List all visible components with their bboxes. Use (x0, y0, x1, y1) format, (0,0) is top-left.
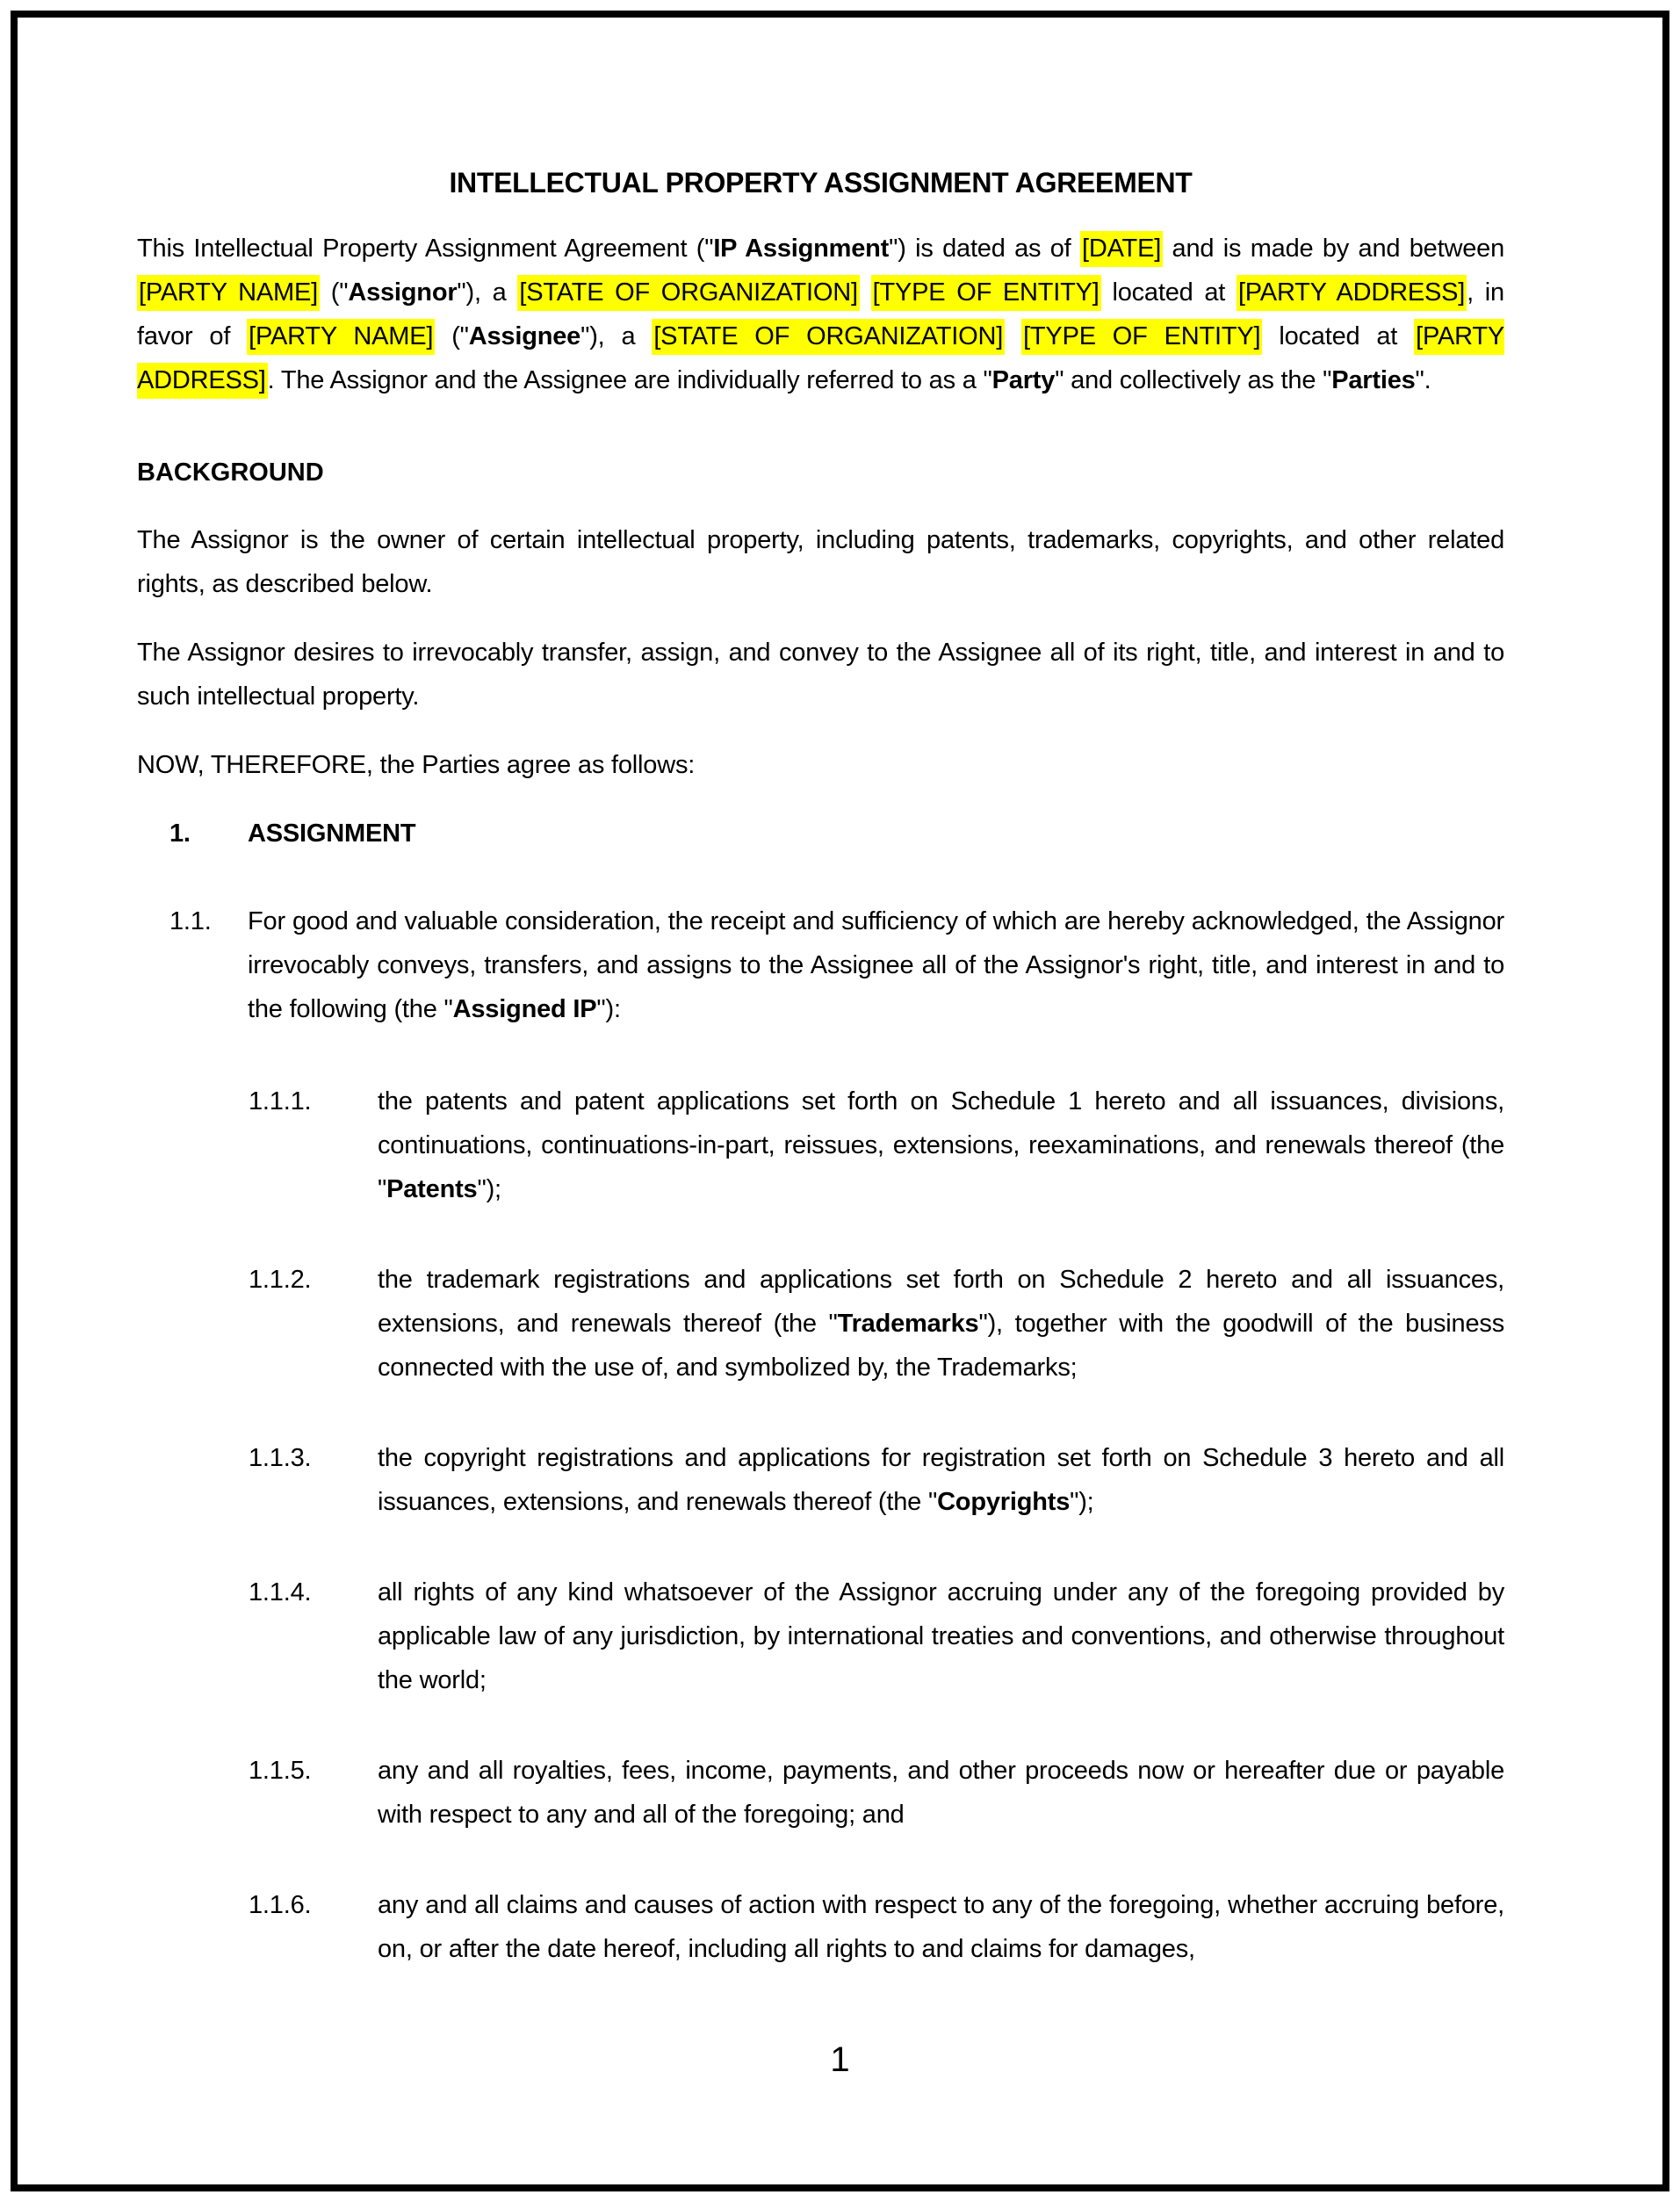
text-run: and is made by and between (1163, 235, 1504, 263)
now-therefore-paragraph: NOW, THEREFORE, the Parties agree as follows: (137, 751, 696, 779)
text-run: ". (1415, 366, 1431, 394)
subclause-text (378, 1749, 1504, 1837)
subclause-text (378, 1258, 1504, 1390)
highlighted-placeholder: [DATE] (1080, 231, 1163, 267)
text-run: any and all royalties, fees, income, payments, and other proceeds now or hereafter due or payable with respect to any and all of the foregoing; and (378, 1757, 1504, 1829)
text-run: , in favor of (137, 278, 1504, 350)
subclause-1-1-3-row (249, 1436, 1504, 1524)
bold-defined-term: Parties (1331, 366, 1416, 394)
subclause-number: 1.1.4. (249, 1578, 312, 1606)
text-run (1005, 322, 1021, 350)
bold-defined-term: IP Assignment (713, 235, 890, 263)
subclause-1-1-4-row (249, 1570, 1504, 1702)
text-run: any and all claims and causes of action with respect to any of the foregoing, whether accruing before, on, or after the date hereof, including all rights to and claims for damages, (378, 1891, 1504, 1963)
text-run: located at (1100, 278, 1237, 307)
subclause-1-1-6-row (249, 1883, 1504, 1971)
document-body (137, 161, 1504, 2018)
page-number: 1 (830, 2040, 850, 2079)
background-heading: BACKGROUND (137, 458, 324, 487)
text-run: This Intellectual Property Assignment Agreement (" (137, 235, 714, 263)
section-number: 1. (169, 819, 191, 848)
bold-defined-term: Patents (386, 1175, 478, 1203)
subclause-number: 1.1.3. (249, 1444, 312, 1472)
text-run: "); (477, 1175, 501, 1203)
bold-defined-term: Party (991, 366, 1056, 394)
bold-defined-term: Assignor (348, 278, 458, 307)
document-title: INTELLECTUAL PROPERTY ASSIGNMENT AGREEMENT (449, 167, 1193, 199)
text-run: "), a (457, 278, 518, 307)
text-run: "); (1070, 1488, 1094, 1516)
section-1-heading-row (169, 812, 1504, 856)
bold-defined-term: Assigned IP (452, 995, 597, 1023)
intro-paragraph (137, 227, 1504, 402)
highlighted-placeholder: [PARTY ADDRESS] (137, 319, 1504, 399)
subclause-1-1-1-row (249, 1079, 1504, 1211)
text-run: (" (435, 322, 469, 350)
subclause-1-1-2-row (249, 1258, 1504, 1390)
clause-text (248, 899, 1504, 1031)
highlighted-placeholder: [PARTY NAME] (247, 319, 435, 355)
highlighted-placeholder: [STATE OF ORGANIZATION] (652, 319, 1005, 355)
highlighted-placeholder: [TYPE OF ENTITY] (1021, 319, 1262, 355)
clause-1-1-row (169, 899, 1504, 1031)
highlighted-placeholder: [PARTY NAME] (137, 275, 320, 311)
text-run: " and collectively as the " (1055, 366, 1332, 394)
subclause-1-1-5-row (249, 1749, 1504, 1837)
clause-number: 1.1. (169, 907, 212, 935)
background-paragraph-2: The Assignor desires to irrevocably transfer, assign, and convey to the Assignee all of its right, title, and interest in and to such intellectual property. (137, 639, 1504, 711)
subclause-number: 1.1.5. (249, 1757, 312, 1785)
subclause-text (378, 1570, 1504, 1702)
text-run: "), a (580, 322, 653, 350)
bold-defined-term: Copyrights (937, 1488, 1071, 1516)
text-run: . The Assignor and the Assignee are individually referred to as a " (267, 366, 992, 394)
highlighted-placeholder: [PARTY ADDRESS] (1237, 275, 1467, 311)
highlighted-placeholder: [TYPE OF ENTITY] (871, 275, 1101, 311)
subclause-text (378, 1883, 1504, 1971)
text-run: the copyright registrations and applications for registration set forth on Schedule 3 hereto and all issuances, extensions, and renewals thereof (the " (378, 1444, 1504, 1516)
subclause-text (378, 1079, 1504, 1211)
text-run: "): (596, 995, 621, 1023)
background-paragraph-1: The Assignor is the owner of certain intellectual property, including patents, trademarks, copyrights, and other related rights, as described below. (137, 526, 1504, 598)
section-heading: ASSIGNMENT (248, 819, 416, 848)
subclause-text (378, 1436, 1504, 1524)
text-run: For good and valuable consideration, the receipt and sufficiency of which are hereby acknowledged, the Assignor irrevocably conveys, transfers, and assigns to the Assignee all of the Assignor's right, title, and interest in and to the following (the " (248, 907, 1504, 1023)
subclause-number: 1.1.6. (249, 1891, 312, 1919)
text-run: located at (1262, 322, 1415, 350)
text-run: "), together with the goodwill of the business connected with the use of, and symbolized by, the Trademarks; (378, 1310, 1504, 1382)
text-run: ") is dated as of (889, 235, 1080, 263)
subclause-number: 1.1.1. (249, 1087, 312, 1115)
subclause-number: 1.1.2. (249, 1266, 312, 1294)
highlighted-placeholder: [STATE OF ORGANIZATION] (517, 275, 860, 311)
text-run: the patents and patent applications set forth on Schedule 1 hereto and all issuances, divisions, continuations, continuations-in-part, reissues, extensions, reexaminations, and renewals thereof (the " (378, 1087, 1504, 1203)
bold-defined-term: Assignee (468, 322, 581, 350)
text-run: the trademark registrations and applications set forth on Schedule 2 hereto and all issuances, extensions, and renewals thereof (the " (378, 1266, 1504, 1338)
bold-defined-term: Trademarks (837, 1310, 979, 1338)
text-run (860, 278, 871, 307)
text-run: all rights of any kind whatsoever of the Assignor accruing under any of the foregoing provided by applicable law of any jurisdiction, by international treaties and conventions, and otherwise throughout the world; (378, 1578, 1504, 1694)
text-run: (" (319, 278, 349, 307)
